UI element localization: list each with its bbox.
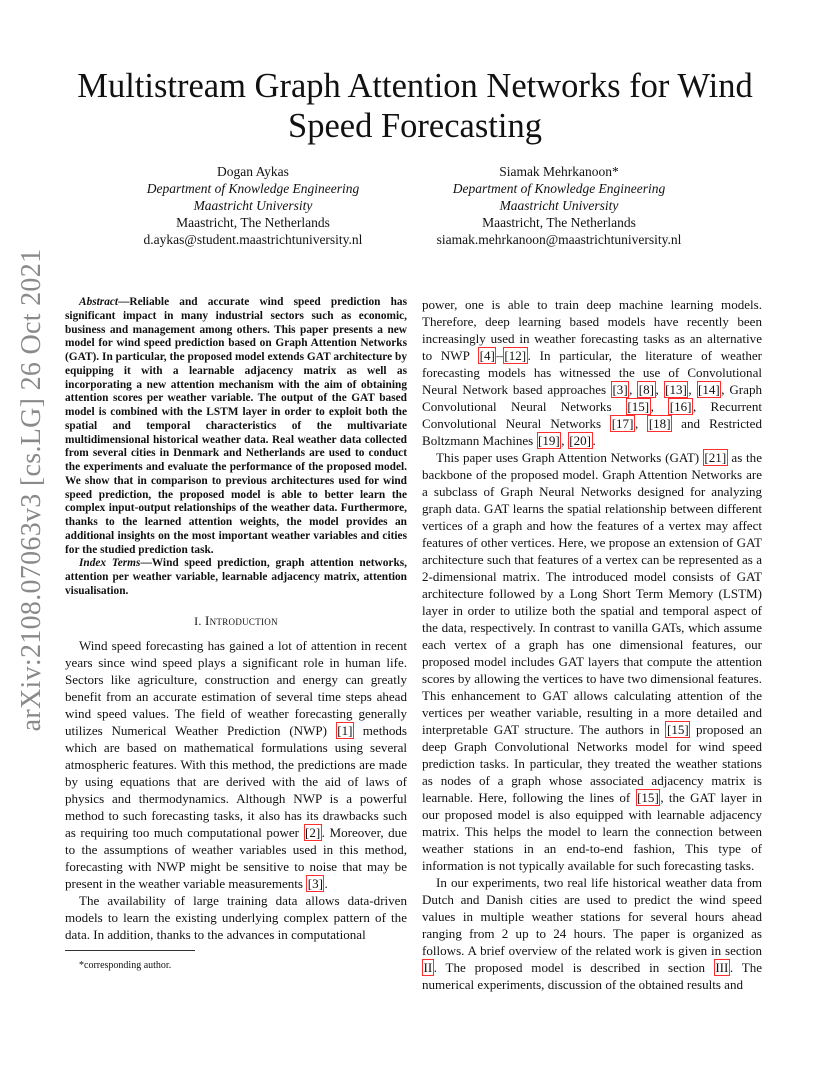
text-run: . In particular, the literature of weather forecasting models has witnessed the use of Convolutional Neural Network based approaches <box>422 348 762 397</box>
text-run: . <box>592 433 596 448</box>
citation-link[interactable]: [1] <box>337 722 353 738</box>
citation-link[interactable]: [3] <box>307 875 323 891</box>
abstract-text: —Reliable and accurate wind speed prediction has significant impact in many industrial sectors such as economic, business and management among others. This paper presents a new model for wind speed prediction based on Graph Attention Networks (GAT). In particular, the proposed model extends GAT architecture by equipping it with a learnable adjacency matrix as well as incorporating a new attention mechanism with the aim of obtaining attention scores per weather variable. The output of the GAT based model is combined with the LSTM layer in order to exploit both the spatial and temporal characteristics of the multivariate multidimensional historical weather data. Real weather data collected from several cities in Denmark and Netherlands are used to conduct the experiments and evaluate the performance of the proposed model. We show that in comparison to previous architectures used for wind speed prediction, the proposed model is able to better learn the complex input-output relationships of the weather data. Furthermore, thanks to the learned attention weights, the model provides an additional insights on the most important weather variables and cities for the studied prediction task. <box>65 296 407 556</box>
section-link[interactable]: III <box>715 960 729 975</box>
author-block-2 <box>404 163 714 248</box>
abstract <box>65 296 407 557</box>
text-run: In our experiments, two real life historical weather data from Dutch and Danish cities are used to predict the wind speed values in multiple weather stations for several hours ahead ranging from 2 up to 24 hours. The paper is organized as follows. A brief overview of the related work is given in section <box>422 875 762 958</box>
author-univ: Maastricht University <box>499 198 619 213</box>
intro-paragraph-2: The availability of large training data allows data-driven models to learn the existing underlying complex pattern of the data. In addition, thanks to the advances in computational <box>65 892 407 942</box>
author-email[interactable]: d.aykas@student.maastrichtuniversity.nl <box>143 232 363 247</box>
text-run: , Graph Convolutional Neural Networks <box>422 382 762 414</box>
footnote-rule <box>65 950 195 951</box>
author-location: Maastricht, The Netherlands <box>482 215 636 230</box>
citation-link[interactable]: [15] <box>637 790 659 805</box>
citation-link[interactable]: [12] <box>504 348 527 363</box>
citation-link[interactable]: [21] <box>704 450 727 465</box>
arxiv-stamp: arXiv:2108.07063v3 [cs.LG] 26 Oct 2021 <box>16 248 47 732</box>
citation-link[interactable]: [20] <box>569 433 592 448</box>
text-run: , <box>650 399 669 414</box>
text-run: . Moreover, due to the assumptions of weather variables used in this method, forecasting with NWP might be sensitive to noise that may be present in the weather variable measurements <box>65 824 407 891</box>
text-run: This paper uses Graph Attention Networks (GAT) <box>436 450 703 465</box>
citation-link[interactable]: [17] <box>611 416 634 431</box>
citation-link[interactable]: [19] <box>538 433 560 448</box>
text-run: and Restricted Boltzmann Machines <box>422 416 762 448</box>
right-paragraph-2 <box>422 449 762 874</box>
intro-paragraph-1 <box>65 637 407 892</box>
footnote: *corresponding author. <box>79 960 172 971</box>
text-run: , <box>655 382 664 397</box>
author-dept: Department of Knowledge Engineering <box>146 181 360 196</box>
citation-link[interactable]: [14] <box>698 382 720 397</box>
text-run: . <box>324 875 328 891</box>
right-column <box>422 296 762 993</box>
text-run: , Recurrent Convolutional Neural Networks <box>422 399 762 431</box>
text-run: – <box>496 348 503 363</box>
section-number: I. <box>194 613 202 628</box>
citation-link[interactable]: [18] <box>648 416 671 431</box>
citation-link[interactable]: [2] <box>305 824 321 840</box>
author-name: Siamak Mehrkanoon* <box>499 164 619 179</box>
text-run: , <box>688 382 697 397</box>
index-terms-label: Index Terms <box>79 557 141 570</box>
text-run: , <box>629 382 638 397</box>
text-run: Wind speed forecasting has gained a lot of attention in recent years since wind speed plays a significant role in human life. Sectors like agriculture, construction and energy can greatly benefit from an accurate estimation of several time steps ahead wind speed values. The field of weather forecasting generally utilizes Numerical Weather Prediction (NWP) <box>65 637 407 738</box>
citation-link[interactable]: [15] <box>627 399 650 414</box>
citation-link[interactable]: [15] <box>666 722 689 737</box>
left-column <box>65 296 407 943</box>
author-location: Maastricht, The Netherlands <box>176 215 330 230</box>
text-run: proposed an deep Graph Convolutional Networks model for wind speed prediction tasks. In particular, they treated the weather stations as nodes of a graph whose associated adjacency matrix is learnable. Here, following the lines of <box>422 722 762 805</box>
text-run: . The proposed model is described in section <box>433 960 714 975</box>
text-run: , <box>561 433 568 448</box>
author-dept: Department of Knowledge Engineering <box>452 181 666 196</box>
index-terms <box>65 557 407 598</box>
author-name: Dogan Aykas <box>217 164 289 179</box>
section-heading <box>65 612 407 630</box>
abstract-label: Abstract <box>79 296 119 308</box>
text-run: , <box>634 416 648 431</box>
citation-link[interactable]: [13] <box>665 382 687 397</box>
right-paragraph-3 <box>422 874 762 993</box>
citation-link[interactable]: [8] <box>638 382 655 397</box>
index-terms-text: —Wind speed prediction, graph attention networks, attention per weather variable, learnable adjacency matrix, attention visualisation. <box>65 557 407 597</box>
section-title: Introduction <box>204 612 278 628</box>
right-paragraph-1 <box>422 296 762 449</box>
citation-link[interactable]: [16] <box>669 399 692 414</box>
author-univ: Maastricht University <box>193 198 313 213</box>
text-run: , the GAT layer in our proposed model is also equipped with learnable adjacency matrix. This helps the model to learn the connection between weather stations in an end-to-end fashion, This type of information is not typically available for such forecasting tasks. <box>422 790 762 873</box>
paper-title: Multistream Graph Attention Networks for Wind Speed Forecasting <box>77 67 753 145</box>
section-link[interactable]: II <box>423 960 433 975</box>
text-run: methods which are based on mathematical formulations using several atmospheric features. With this method, the predictions are made by using equations that are derived with the aid of laws of physics and thermodynamics. Although NWP is a powerful method to such forecasting tasks, it also has its drawbacks such as requiring too much computational power <box>65 722 407 840</box>
text-run: . The numerical experiments, discussion of the obtained results and <box>422 960 763 992</box>
text-run: power, one is able to train deep machine learning models. Therefore, deep learning based models have recently been increasingly used in weather forecasting tasks as an alternative to NWP <box>422 297 762 363</box>
text-run: as the backbone of the proposed model. Graph Attention Networks are a subclass of Graph Neural Networks designed for analyzing graph data. GAT learns the spatial relationship between different vertices of a graph and how the features of a vertex may affect features of other vertices. Here, we propose an extension of GAT architecture such that features of a vertex can be represented as a 2-dimensional matrix. The introduced model consists of GAT architecture followed by a Long Short Term Memory (LSTM) layer in order to utilize both the spatial and temporal aspect of the data, respectively. In contrast to vanilla GATs, which assume each vertex of a graph has one dimensional features, our proposed model includes GAT layers that compute the attention scores by allowing the vertices to have two dimensional features. This enhancement to GAT allows calculating attention of the vertices per weather variable, resulting in a more detailed and interpretable GAT structure. The authors in <box>422 450 762 737</box>
author-block-1 <box>88 163 418 248</box>
author-email[interactable]: siamak.mehrkanoon@maastrichtuniversity.nl <box>436 232 682 247</box>
citation-link[interactable]: [3] <box>612 382 628 397</box>
citation-link[interactable]: [4] <box>479 348 495 363</box>
